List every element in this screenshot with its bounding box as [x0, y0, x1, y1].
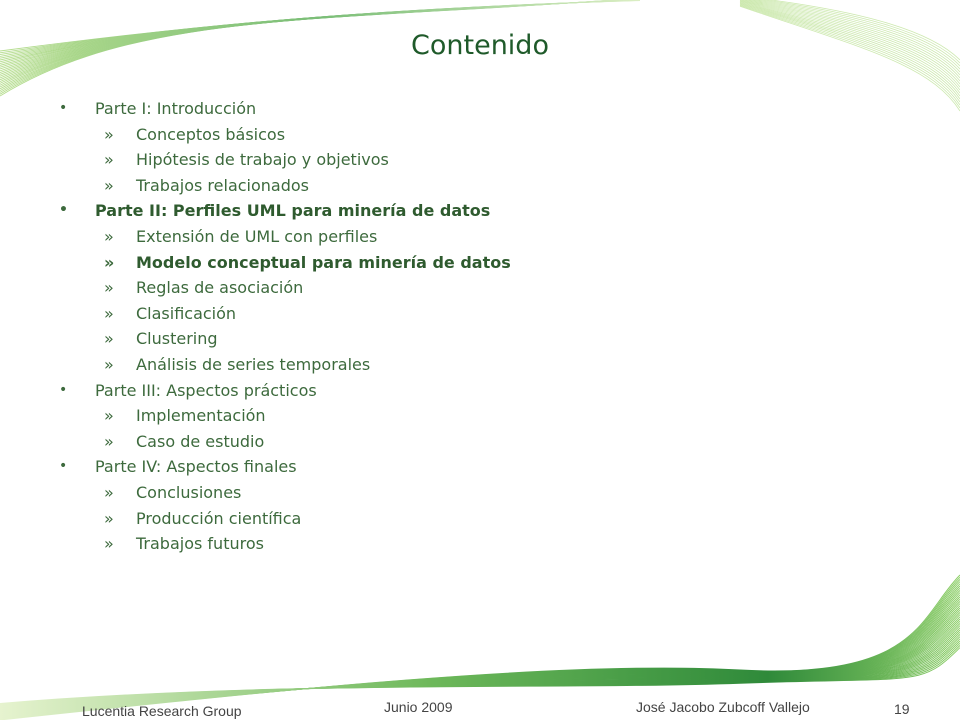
outline-section: [59, 96, 762, 122]
outline-item-text: Hipótesis de trabajo y objetivos: [136, 150, 389, 170]
chevron-bullet-icon: »: [104, 354, 114, 374]
outline-item-text: Análisis de series temporales: [136, 354, 371, 374]
outline-subitem: [62, 275, 762, 301]
outline-item-text: Extensión de UML con perfiles: [136, 226, 378, 246]
outline-subitem: [62, 173, 762, 199]
outline-item-text: Clasificación: [136, 303, 237, 323]
chevron-bullet-icon: »: [104, 175, 114, 195]
outline-subitem: [62, 250, 762, 276]
chevron-bullet-icon: »: [104, 278, 114, 298]
outline-item-text: Conclusiones: [136, 482, 242, 502]
outline-item-text: Producción científica: [136, 508, 302, 528]
outline-subitem: [62, 224, 762, 250]
outline-item-text: Implementación: [136, 406, 266, 426]
outline-item-text: Parte III: Aspectos prácticos: [95, 380, 317, 400]
outline-subitem: [62, 352, 762, 378]
chevron-bullet-icon: »: [104, 406, 114, 426]
outline-section: [59, 198, 762, 224]
bullet-icon: •: [59, 100, 68, 116]
outline-item-text: Caso de estudio: [136, 431, 265, 451]
footer-date: Junio 2009: [384, 699, 453, 715]
chevron-bullet-icon: »: [104, 329, 114, 349]
outline-subitem: [62, 122, 762, 148]
outline-subitem: [62, 326, 762, 352]
outline-subitem: [62, 506, 762, 532]
outline-item-text: Parte IV: Aspectos finales: [95, 457, 297, 477]
outline-subitem: [62, 403, 762, 429]
outline-item-text: Reglas de asociación: [136, 278, 304, 298]
chevron-bullet-icon: »: [104, 303, 114, 323]
chevron-bullet-icon: »: [104, 508, 114, 528]
chevron-bullet-icon: »: [104, 431, 114, 451]
chevron-bullet-icon: »: [104, 534, 114, 554]
outline-subitem: [62, 480, 762, 506]
chevron-bullet-icon: »: [104, 150, 114, 170]
outline-section: [59, 378, 762, 404]
outline-item-text: Conceptos básicos: [136, 124, 286, 144]
bullet-icon: •: [59, 381, 68, 398]
chevron-bullet-icon: »: [104, 124, 114, 144]
bullet-icon: •: [59, 458, 68, 475]
outline-subitem: [62, 147, 762, 173]
outline-subitem: [62, 531, 762, 557]
page-number: 19: [894, 701, 910, 717]
outline-subitem: [62, 301, 762, 327]
footer-group: Lucentia Research Group: [82, 703, 242, 719]
footer-author: José Jacobo Zubcoff Vallejo: [636, 699, 810, 715]
outline-item-text: Trabajos futuros: [136, 534, 264, 554]
outline-list: [59, 96, 762, 557]
outline-section: [59, 454, 762, 480]
outline-item-text: Clustering: [136, 329, 218, 349]
slide-title: Contenido: [411, 30, 549, 61]
outline-subitem: [62, 429, 762, 455]
outline-item-text: Modelo conceptual para minería de datos: [136, 252, 511, 272]
chevron-bullet-icon: »: [104, 482, 114, 502]
chevron-bullet-icon: »: [104, 226, 114, 246]
outline-item-text: Parte I: Introducción: [95, 99, 257, 118]
outline-item-text: Parte II: Perfiles UML para minería de datos: [95, 201, 491, 221]
outline-item-text: Trabajos relacionados: [136, 175, 309, 195]
chevron-bullet-icon: »: [104, 252, 115, 272]
bullet-icon: •: [59, 202, 68, 219]
